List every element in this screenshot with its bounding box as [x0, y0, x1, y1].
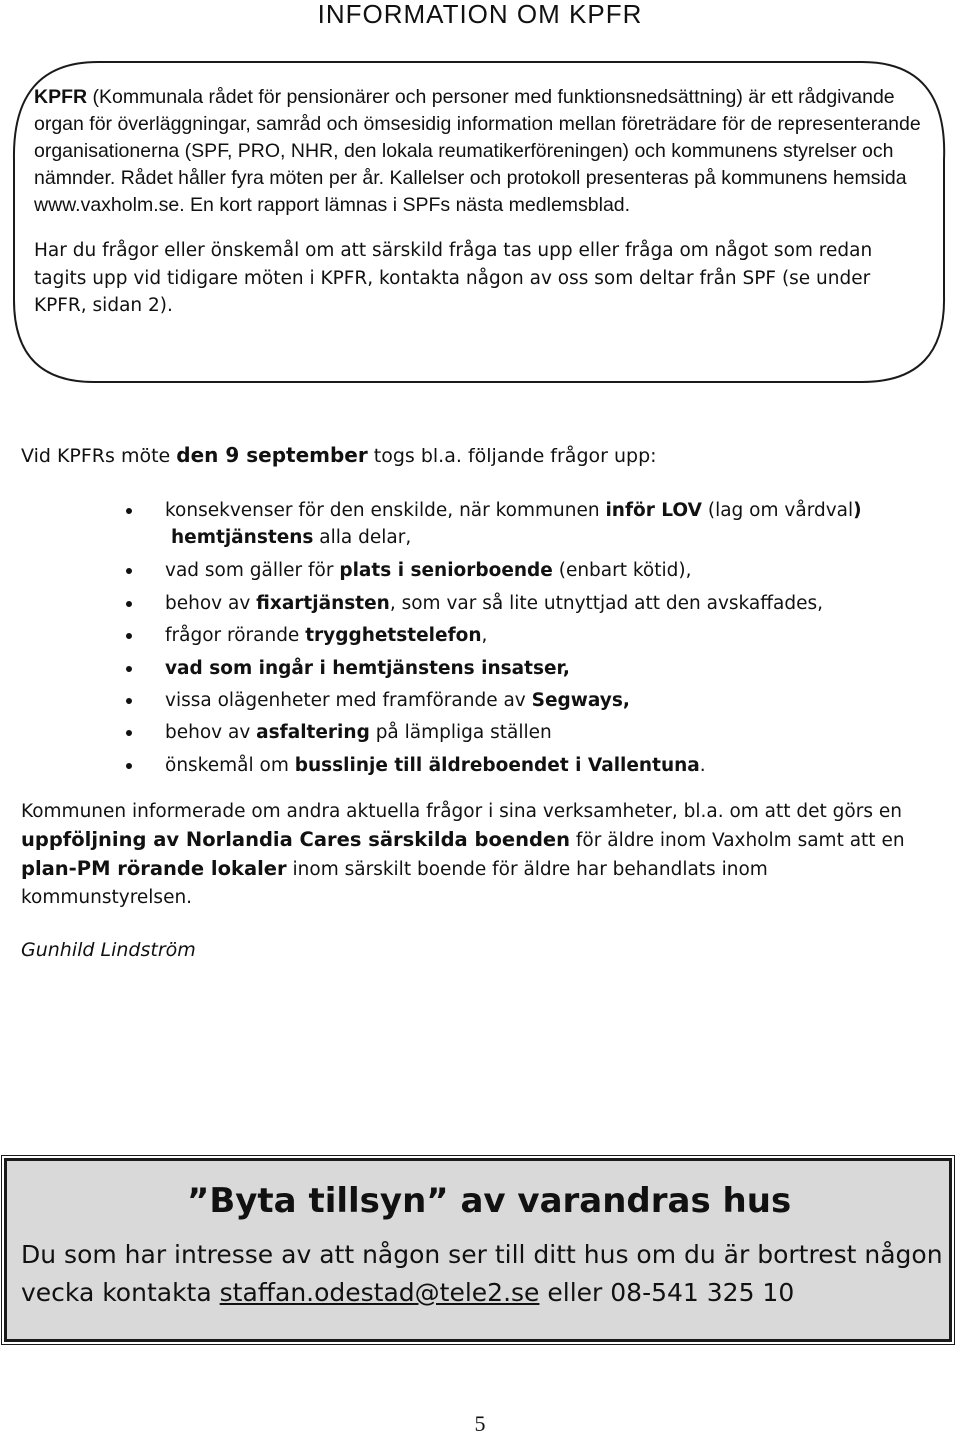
list-item: önskemål om busslinje till äldreboendet i Vallentuna. — [0, 751, 940, 781]
author-signature: Gunhild Lindström — [21, 939, 196, 961]
email-link[interactable]: staffan.odestad@tele2.se — [219, 1278, 540, 1307]
kpfr-contact-text: Har du frågor eller önskemål om att särskild fråga tas upp eller fråga om något som redan tagits upp vid tidigare möten i KPFR, kontakta någon av oss som deltar från SPF (se under KPFR, sidan 2). — [34, 240, 873, 316]
meeting-intro: Vid KPFRs möte den 9 september togs bl.a. följande frågor upp: — [21, 443, 657, 467]
kpfr-lead: KPFR — [34, 86, 88, 108]
list-item: behov av fixartjänsten, som var så lite utnyttjad att den avskaffades, — [0, 589, 940, 619]
meeting-date: den 9 september — [176, 443, 368, 467]
bullet-icon — [126, 763, 132, 769]
bullet-icon — [126, 508, 132, 514]
bullet-icon — [126, 730, 132, 736]
bullet-icon — [126, 666, 132, 672]
bullet-icon — [126, 698, 132, 704]
house-watch-notice — [4, 1158, 952, 1342]
notice-text: Du som har intresse av att någon ser till ditt hus om du är bortrest någon vecka kontakta staffan.odestad@tele2.se eller 08-541 325 10 — [21, 1240, 943, 1307]
list-item: frågor rörande trygghetstelefon, — [0, 621, 940, 651]
kpfr-info-box — [34, 84, 926, 320]
bullet-icon — [126, 601, 132, 607]
list-item: vissa olägenheter med framförande av Segways, — [0, 686, 940, 716]
municipality-info: Kommunen informerade om andra aktuella frågor i sina verksamheter, bl.a. om att det görs en uppföljning av Norlandia Cares särskilda boenden för äldre inom Vaxholm samt att en plan-PM rörande lokaler inom särskilt boende för äldre har behandlats inom kommunstyrelsen. — [21, 801, 905, 908]
list-item: vad som ingår i hemtjänstens insatser, — [0, 654, 940, 684]
list-item: vad som gäller för plats i seniorboende (enbart kötid), — [0, 556, 940, 586]
bullet-icon — [126, 633, 132, 639]
page-title: INFORMATION OM KPFR — [317, 0, 643, 29]
page-number: 5 — [474, 1411, 486, 1436]
list-item: behov av asfaltering på lämpliga ställen — [0, 718, 940, 748]
kpfr-description-text: (Kommunala rådet för pensionärer och personer med funktionsnedsättning) är ett rådgivande organ för överläggningar, samråd och ömsesidig information mellan företrädare för de representerande organisationerna (SPF, PRO, NHR, den lokala reumatikerföreningen) och kommunens styrelser och nämnder. Rådet håller fyra möten per år. Kallelser och protokoll presenteras på kommunens hemsida www.vaxholm.se. En kort rapport lämnas i SPFs nästa medlemsblad. — [34, 86, 921, 216]
notice-title: ”Byta tillsyn” av varandras hus — [187, 1181, 792, 1221]
bullet-icon — [126, 568, 132, 574]
kpfr-description — [34, 84, 926, 219]
list-item: konsekvenser för den enskilde, när kommunen inför LOV (lag om vårdval) hemtjänstens alla delar, — [0, 496, 940, 526]
